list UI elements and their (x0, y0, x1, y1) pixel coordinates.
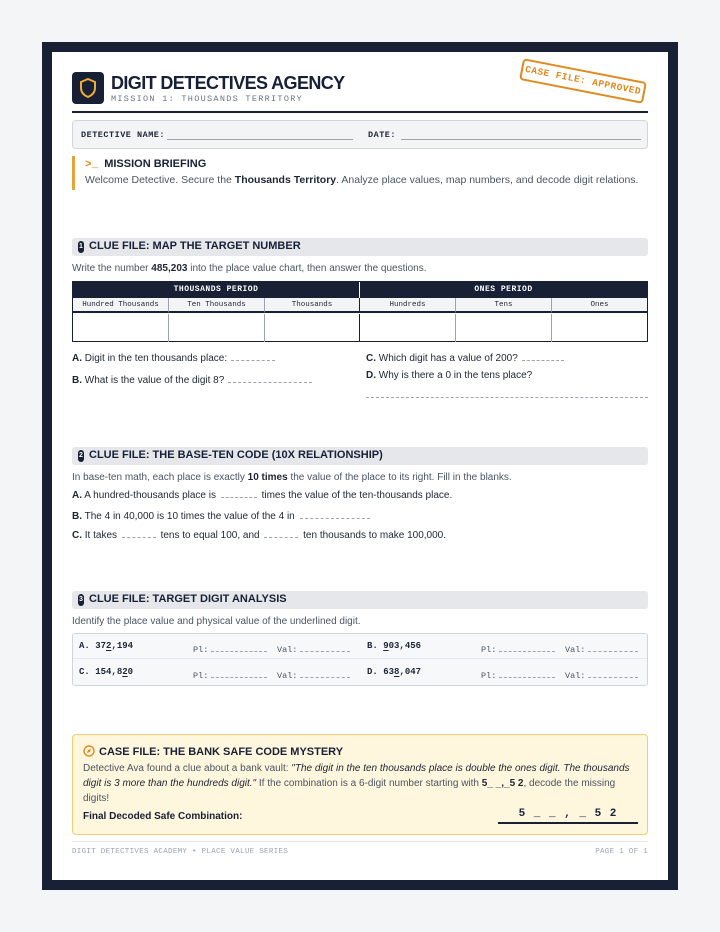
footer (72, 841, 648, 856)
answer-line-d[interactable] (366, 397, 648, 398)
place-blank[interactable] (499, 669, 555, 678)
question-a: A. Digit in the ten thousands place: (72, 352, 275, 364)
detective-name-field[interactable] (167, 139, 353, 140)
value-blank[interactable] (300, 669, 350, 678)
question-b: B. What is the value of the digit 8? (72, 374, 312, 386)
section-title: CLUE FILE: TARGET DIGIT ANALYSIS (89, 593, 287, 605)
mission-subtitle: MISSION 1: THOUSANDS TERRITORY (111, 94, 304, 104)
answer-blank[interactable] (228, 374, 312, 383)
item-b: B. 903,456 (367, 641, 422, 651)
detective-name-label: DETECTIVE NAME: (81, 130, 166, 140)
section-number-badge: 2 (78, 450, 84, 462)
place-blank[interactable] (211, 669, 267, 678)
question-c: C. Which digit has a value of 200? (366, 352, 564, 364)
thousands-period-header: THOUSANDS PERIOD (73, 282, 360, 298)
item-a: A. 372,194 (79, 641, 134, 651)
place-blank[interactable] (211, 643, 267, 652)
page-title: DIGIT DETECTIVES AGENCY (111, 73, 345, 93)
name-date-bar (72, 120, 648, 149)
section-number-badge: 3 (78, 594, 84, 606)
column-header: Tens (456, 298, 552, 313)
item-c: C. 154,820 (79, 667, 134, 677)
section-2-intro: In base-ten math, each place is exactly 10 times the value of the place to its right. Fill in the blanks. (72, 472, 512, 483)
analysis-row: C. 154,820 Pl: Val: D. 638,047 Pl: Val: (73, 660, 647, 685)
terminal-prompt-icon: >_ (85, 159, 99, 171)
value-blank[interactable] (588, 669, 638, 678)
answer-blank[interactable] (231, 352, 275, 361)
section-title: CLUE FILE: THE BASE-TEN CODE (10X RELATIONSHIP) (89, 449, 383, 461)
answer-blank[interactable] (264, 529, 298, 538)
answer-cell-hundred-thousands[interactable] (73, 314, 169, 342)
relationship-a: A. A hundred-thousands place is times the value of the ten-thousands place. (72, 490, 453, 501)
answer-cell-ten-thousands[interactable] (169, 314, 265, 342)
answer-blank[interactable] (300, 510, 370, 519)
ones-period-header: ONES PERIOD (360, 282, 647, 298)
worksheet-page (52, 52, 668, 880)
section-title: CLUE FILE: MAP THE TARGET NUMBER (89, 240, 301, 252)
section-2-header (72, 447, 648, 465)
footer-series: DIGIT DETECTIVES ACADEMY • PLACE VALUE SERIES (72, 848, 289, 856)
section-1-header (72, 238, 648, 256)
safe-clue-text: Detective Ava found a clue about a bank vault: "The digit in the ten thousands place is double the ones digit. The thousands digit is 3 more than the hundreds digit." If the combination is a 6-digit number starting with 5_ _,_5 2, decode the missing digits! (83, 763, 630, 804)
place-blank[interactable] (499, 643, 555, 652)
answer-blank[interactable] (522, 352, 564, 361)
section-number-badge: 1 (78, 241, 84, 253)
section-3-intro: Identify the place value and physical value of the underlined digit. (72, 616, 361, 627)
column-header: Hundred Thousands (73, 298, 169, 313)
column-header: Ten Thousands (169, 298, 265, 313)
relationship-b: B. The 4 in 40,000 is 10 times the value of the 4 in (72, 510, 372, 522)
shield-logo-icon (72, 72, 104, 104)
digit-analysis-grid (72, 633, 648, 686)
column-header: Thousands (265, 298, 360, 313)
answer-blank[interactable] (122, 529, 156, 538)
date-field[interactable] (401, 139, 641, 140)
date-label: DATE: (368, 130, 397, 140)
relationship-c: C. It takes tens to equal 100, and ten thousands to make 100,000. (72, 530, 447, 541)
compass-icon (83, 745, 95, 757)
approved-stamp: CASE FILE: APPROVED (519, 58, 647, 104)
combination-answer-field[interactable]: 5 _ _ , _ 5 2 (498, 808, 638, 824)
column-header: Ones (552, 298, 647, 313)
column-header: Hundreds (360, 298, 456, 313)
answer-cell-thousands[interactable] (265, 314, 360, 342)
safe-title: CASE FILE: THE BANK SAFE CODE MYSTERY (99, 746, 344, 758)
briefing-title: MISSION BRIEFING (104, 158, 207, 170)
answer-cell-ones[interactable] (552, 314, 647, 342)
answer-cell-tens[interactable] (456, 314, 552, 342)
final-combination-label: Final Decoded Safe Combination: (83, 811, 243, 822)
value-blank[interactable] (300, 643, 350, 652)
value-blank[interactable] (588, 643, 638, 652)
place-value-chart (72, 281, 648, 342)
item-d: D. 638,047 (367, 667, 422, 677)
mission-briefing (72, 156, 648, 190)
answer-cell-hundreds[interactable] (360, 314, 456, 342)
section-3-header (72, 591, 648, 609)
answer-blank[interactable] (221, 489, 257, 498)
briefing-text: Welcome Detective. Secure the Thousands Territory. Analyze place values, map numbers, and decode digit relations. (85, 174, 639, 186)
question-d: D. Why is there a 0 in the tens place? (366, 370, 533, 381)
bank-safe-mystery (72, 734, 648, 835)
section-1-intro: Write the number 485,203 into the place value chart, then answer the questions. (72, 263, 427, 274)
analysis-row: A. 372,194 Pl: Val: B. 903,456 Pl: Val: (73, 634, 647, 659)
page-number: PAGE 1 OF 1 (595, 848, 648, 856)
